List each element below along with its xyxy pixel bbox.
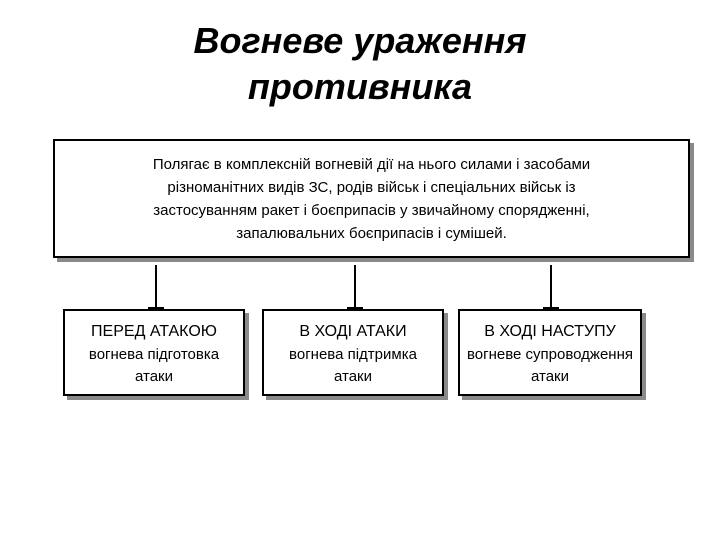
branch-heading: В ХОДІ АТАКИ	[299, 323, 407, 340]
definition-line: Полягає в комплексній вогневій дії на нього силами і засобами	[152, 155, 591, 173]
branch-desc-line: атаки	[135, 368, 173, 385]
connector-line-left	[155, 265, 157, 309]
branch-box-during-offensive	[458, 309, 642, 396]
branch-desc-line: атаки	[531, 368, 569, 385]
branch-desc-line: вогнева підтримка	[289, 346, 417, 363]
branch-heading: ПЕРЕД АТАКОЮ	[91, 323, 217, 340]
definition-box	[53, 139, 690, 258]
definition-text	[153, 153, 590, 245]
title-line-2: противника	[247, 66, 473, 107]
connector-line-center	[354, 265, 356, 309]
definition-line: різноманітних видів ЗС, родів військ і спеціальних військ із	[167, 178, 576, 196]
branch-desc-line: вогнева підготовка	[88, 346, 220, 363]
branch-desc-line: вогневе супроводження	[467, 346, 633, 363]
connector-line-right	[550, 265, 552, 309]
branch-desc-line: атаки	[334, 368, 372, 385]
branch-box-during-attack	[262, 309, 444, 396]
page-title	[0, 18, 720, 110]
branch-box-before-attack	[63, 309, 245, 396]
title-line-1: Вогневе ураження	[193, 20, 527, 61]
definition-line: запалювальних боєприпасів і сумішей.	[236, 224, 507, 242]
definition-line: застосуванням ракет і боєприпасів у звичайному спорядженні,	[153, 201, 590, 219]
branch-heading: В ХОДІ НАСТУПУ	[484, 323, 616, 340]
